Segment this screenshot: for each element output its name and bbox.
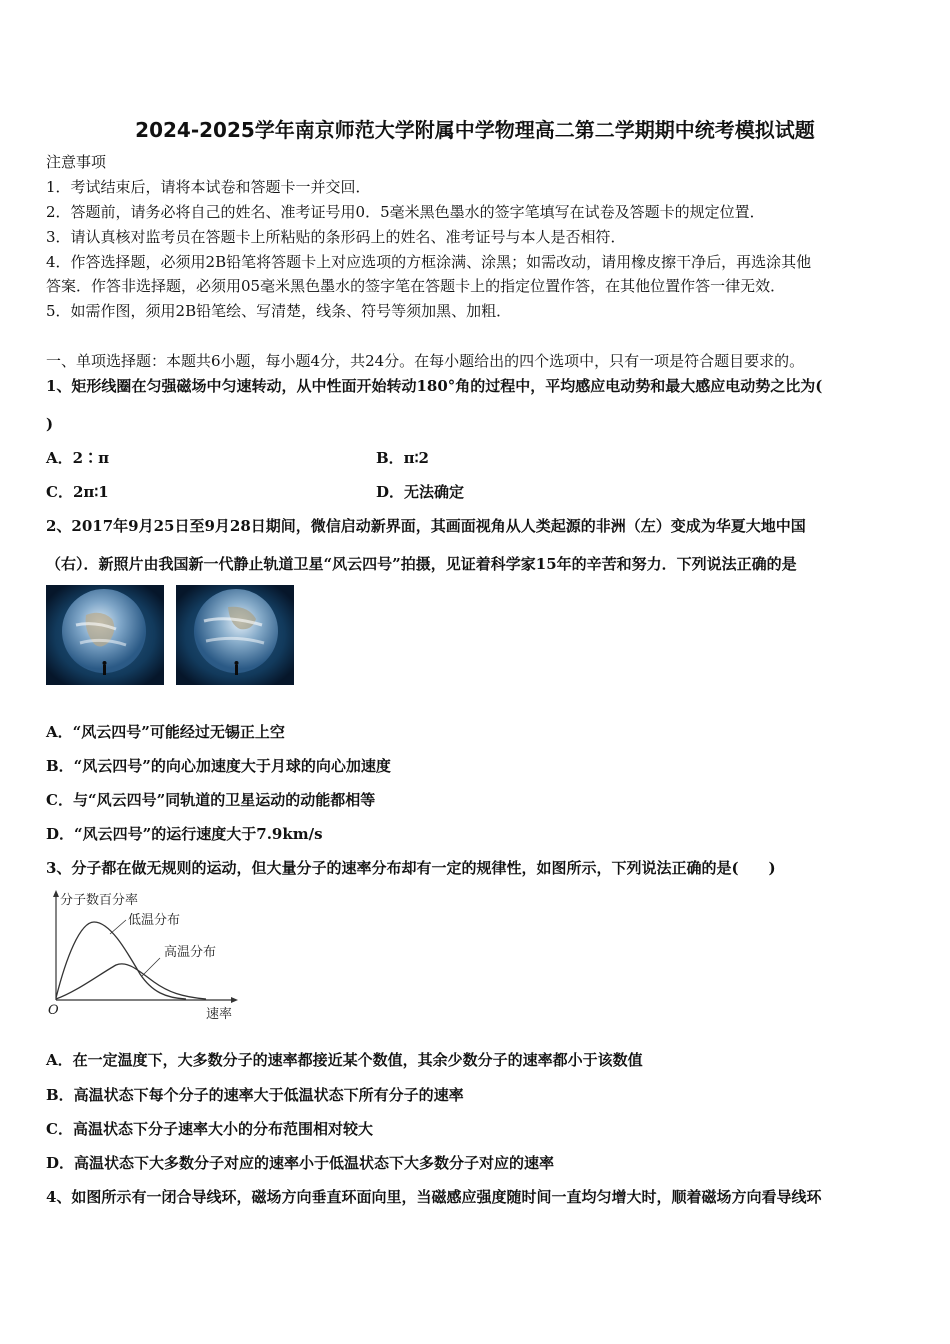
page-title: 2024-2025学年南京师范大学附属中学物理高二第二学期期中统考模拟试题: [135, 118, 815, 142]
q2-option-b: B．“风云四号”的向心加速度大于月球的向心加速度: [46, 757, 391, 775]
high-label-pointer: [142, 958, 160, 976]
question-3-stem: 3、分子都在做无规则的运动，但大量分子的速率分布却有一定的规律性，如图所示，下列说法正确的是( ): [46, 859, 776, 877]
section-heading: 一、单项选择题：本题共6小题，每小题4分，共24分。在每小题给出的四个选项中，只有一项是符合题目要求的。: [46, 352, 805, 370]
notice-item: 2．答题前，请务必将自己的姓名、准考证号用0．5毫米黑色墨水的签字笔填写在试卷及答题卡的规定位置．: [46, 203, 765, 221]
x-axis-label: 速率: [206, 1007, 233, 1022]
notice-heading: 注意事项: [46, 153, 107, 171]
speed-distribution-graph: [44, 888, 244, 1023]
origin-label: O: [48, 1003, 59, 1018]
y-axis-label: 分子数百分率: [60, 893, 139, 908]
question-1-stem: 1、矩形线圈在匀强磁场中匀速转动，从中性面开始转动180°角的过程中，平均感应电动势和最大感应电动势之比为(: [46, 377, 823, 395]
q3-option-d: D．高温状态下大多数分子对应的速率小于低温状态下大多数分子对应的速率: [46, 1154, 555, 1172]
question-2-stem-2: （右）．新照片由我国新一代静止轨道卫星“风云四号”拍摄，见证着科学家15年的辛苦和努力．下列说法正确的是: [46, 555, 797, 573]
earth-image-china: [176, 585, 294, 685]
high-temp-curve: [56, 964, 206, 999]
q2-option-c: C．与“风云四号”同轨道的卫星运动的动能都相等: [46, 791, 376, 809]
q3-option-b: B．高温状态下每个分子的速率大于低温状态下所有分子的速率: [46, 1086, 464, 1104]
q1-option-b: B．π∶2: [376, 449, 429, 467]
earth-image-africa: [46, 585, 164, 685]
question-2-stem: 2、2017年9月25日至9月28日期间，微信启动新界面，其画面视角从人类起源的非洲（左）变成为华夏大地中国: [46, 517, 806, 535]
y-axis-arrow: [53, 890, 59, 897]
question-1-stem-end: ): [46, 415, 54, 433]
low-label-pointer: [110, 920, 126, 934]
notice-item: 答案．作答非选择题，必须用05毫米黑色墨水的签字笔在答题卡上的指定位置作答，在其他位置作答一律无效．: [46, 277, 786, 295]
q3-option-a: A．在一定温度下，大多数分子的速率都接近某个数值，其余少数分子的速率都小于该数值: [46, 1051, 643, 1069]
x-axis-arrow: [231, 997, 238, 1003]
notice-item: 4．作答选择题，必须用2B铅笔将答题卡上对应选项的方框涂满、涂黑；如需改动，请用橡皮擦干净后，再选涂其他: [46, 253, 812, 271]
high-temp-label: 高温分布: [164, 945, 217, 960]
q1-option-a: A．2∶π: [46, 449, 110, 467]
question-4-stem: 4、如图所示有一闭合导线环，磁场方向垂直环面向里，当磁感应强度随时间一直均匀增大时，顺着磁场方向看导线环: [46, 1188, 822, 1206]
q2-option-d: D．“风云四号”的运行速度大于7.9km/s: [46, 825, 323, 843]
notice-item: 3．请认真核对监考员在答题卡上所粘贴的条形码上的姓名、准考证号与本人是否相符．: [46, 228, 626, 246]
low-temp-label: 低温分布: [128, 913, 181, 928]
notice-item: 1．考试结束后，请将本试卷和答题卡一并交回．: [46, 178, 371, 196]
q2-option-a: A．“风云四号”可能经过无锡正上空: [46, 723, 285, 741]
q1-option-d: D．无法确定: [376, 483, 465, 501]
q3-option-c: C．高温状态下分子速率大小的分布范围相对较大: [46, 1120, 373, 1138]
notice-item: 5．如需作图，须用2B铅笔绘、写清楚，线条、符号等须加黑、加粗．: [46, 302, 512, 320]
q1-option-c: C．2π∶1: [46, 483, 109, 501]
low-temp-curve: [56, 922, 186, 999]
